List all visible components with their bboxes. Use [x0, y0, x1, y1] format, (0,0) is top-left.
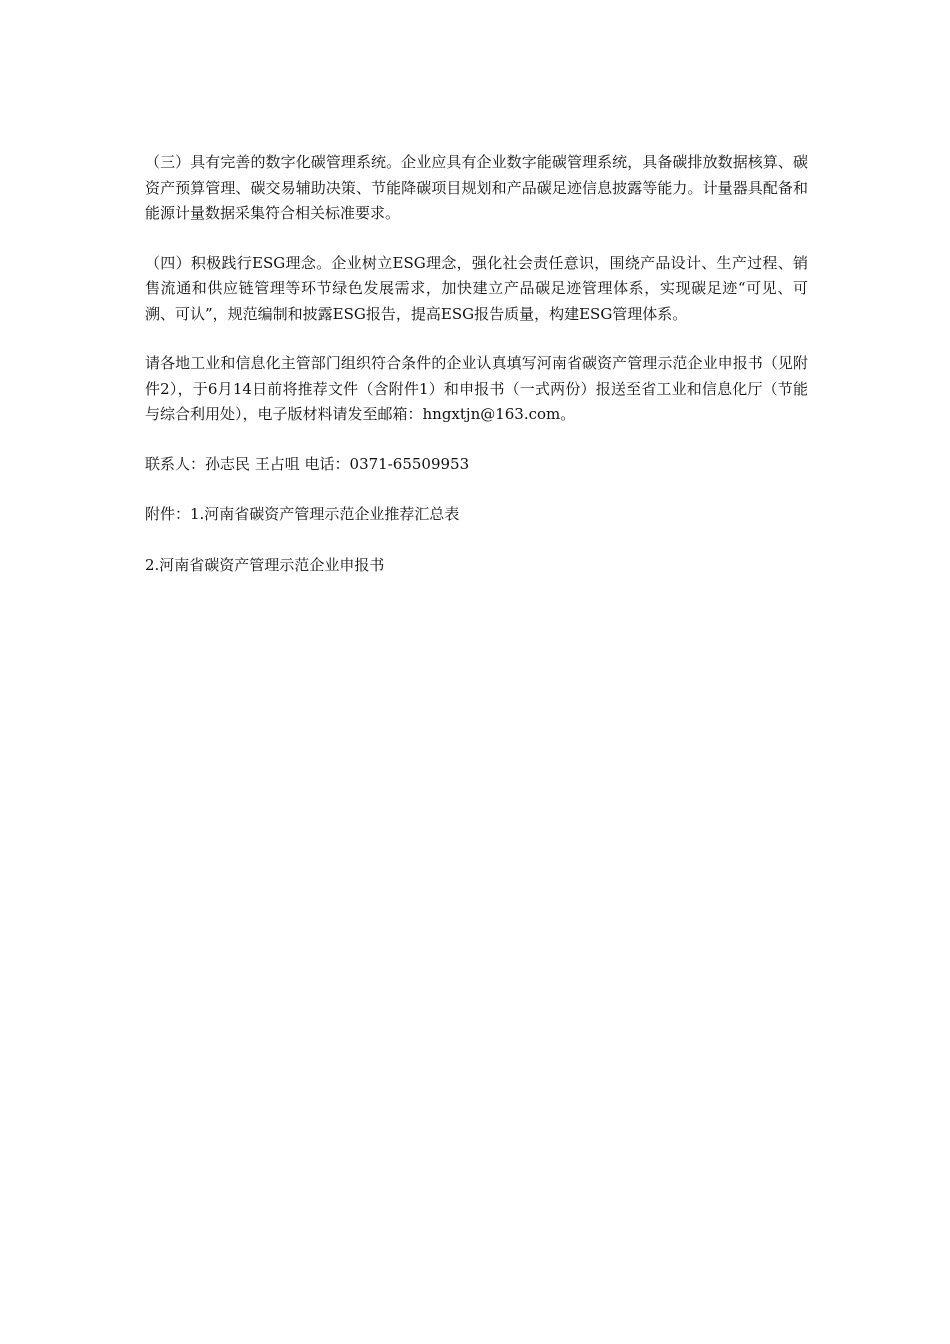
document-body: [145, 150, 808, 603]
paragraph-esg-concept: （四）积极践行ESG理念。企业树立ESG理念，强化社会责任意识，围绕产品设计、生产过程、销售流通和供应链管理等环节绿色发展需求，加快建立产品碳足迹管理体系，实现碳足迹“可见、可溯、可认”，规范编制和披露ESG报告，提高ESG报告质量，构建ESG管理体系。: [145, 253, 808, 323]
contact-line: 联系人：孙志民 王占咀 电话：0371-65509953: [145, 454, 470, 473]
attachment-line-1: 附件：1.河南省碳资产管理示范企业推荐汇总表: [145, 505, 460, 523]
attachment-line-2: 2.河南省碳资产管理示范企业申报书: [145, 555, 385, 574]
paragraph-submission-instructions: 请各地工业和信息化主管部门组织符合条件的企业认真填写河南省碳资产管理示范企业申报书（见附件2），于6月14日前将推荐文件（含附件1）和申报书（一式两份）报送至省工业和信息化厅（节能与综合利用处），电子版材料请发至邮箱：hngxtjn@163.com。: [145, 354, 808, 423]
paragraph-digital-carbon-system: （三）具有完善的数字化碳管理系统。企业应具有企业数字能碳管理系统，具备碳排放数据核算、碳资产预算管理、碳交易辅助决策、节能降碳项目规划和产品碳足迹信息披露等能力。计量器具配备和能源计量数据采集符合相关标准要求。: [145, 153, 808, 222]
